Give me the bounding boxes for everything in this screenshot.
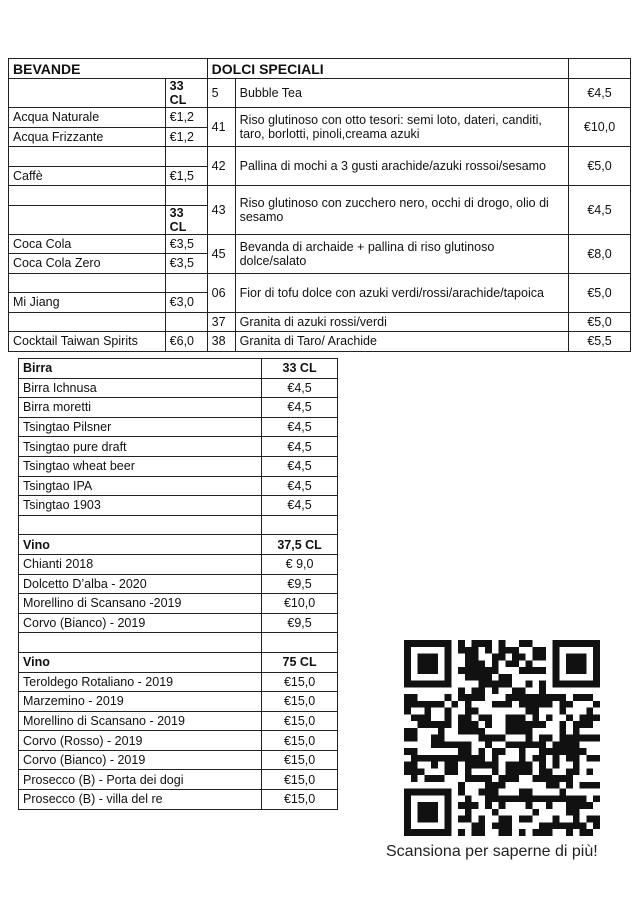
table-row	[19, 652, 338, 672]
bevande-title: BEVANDE	[9, 59, 208, 79]
table-row	[19, 594, 338, 614]
table-row	[9, 312, 631, 332]
item-name: Corvo (Rosso) - 2019	[19, 731, 262, 751]
item-price: €15,0	[262, 711, 338, 731]
table-row	[9, 186, 631, 206]
dolci-title: DOLCI SPECIALI	[207, 59, 568, 79]
item-price: €10,0	[262, 594, 338, 614]
drink-price	[165, 147, 207, 167]
dessert-price: €4,5	[569, 186, 631, 235]
item-price: €15,0	[262, 790, 338, 810]
item-name: Birra	[19, 359, 262, 379]
drink-name	[9, 186, 166, 206]
item-price	[262, 515, 338, 535]
table-row	[19, 535, 338, 555]
item-name: Tsingtao 1903	[19, 496, 262, 516]
item-name: Morellino di Scansano -2019	[19, 594, 262, 614]
dessert-description: Pallina di mochi a 3 gusti arachide/azuki rossoi/sesamo	[235, 147, 568, 186]
dessert-number: 37	[207, 312, 235, 332]
item-name: Prosecco (B) - Porta dei dogi	[19, 770, 262, 790]
item-name: Marzemino - 2019	[19, 692, 262, 712]
table-row	[19, 633, 338, 653]
table-row	[9, 147, 631, 167]
item-price: 75 CL	[262, 652, 338, 672]
table-row	[19, 790, 338, 810]
item-name: Tsingtao pure draft	[19, 437, 262, 457]
drink-price: €3,5	[165, 254, 207, 274]
table-row	[19, 554, 338, 574]
dessert-price: €4,5	[569, 79, 631, 108]
item-name: Teroldego Rotaliano - 2019	[19, 672, 262, 692]
drink-price: 33 CL	[165, 205, 207, 234]
dessert-number: 06	[207, 273, 235, 312]
dessert-description: Granita di Taro/ Arachide	[235, 332, 568, 352]
item-name: Chianti 2018	[19, 554, 262, 574]
item-price: 37,5 CL	[262, 535, 338, 555]
drink-name: Acqua Frizzante	[9, 127, 166, 147]
dessert-price: €8,0	[569, 234, 631, 273]
dessert-number: 42	[207, 147, 235, 186]
dessert-number: 38	[207, 332, 235, 352]
dessert-description: Bevanda di archaide + pallina di riso glutinoso dolce/salato	[235, 234, 568, 273]
item-name: Vino	[19, 535, 262, 555]
table-row	[19, 613, 338, 633]
table-row	[19, 398, 338, 418]
item-name: Corvo (Bianco) - 2019	[19, 613, 262, 633]
item-name	[19, 633, 262, 653]
item-name	[19, 515, 262, 535]
dessert-price: €5,0	[569, 312, 631, 332]
drink-name	[9, 312, 166, 332]
item-price: €4,5	[262, 476, 338, 496]
item-price: €4,5	[262, 496, 338, 516]
item-name: Morellino di Scansano - 2019	[19, 711, 262, 731]
header-row	[9, 59, 631, 79]
dessert-number: 45	[207, 234, 235, 273]
item-price: €9,5	[262, 574, 338, 594]
dessert-number: 5	[207, 79, 235, 108]
drink-name: Cocktail Taiwan Spirits	[9, 332, 166, 352]
drink-name	[9, 205, 166, 234]
item-price: 33 CL	[262, 359, 338, 379]
drink-name: Coca Cola Zero	[9, 254, 166, 274]
dessert-description: Riso glutinoso con zucchero nero, occhi di drogo, olio di sesamo	[235, 186, 568, 235]
table-row	[9, 234, 631, 254]
item-price: €4,5	[262, 398, 338, 418]
drink-price	[165, 186, 207, 206]
dessert-description: Riso glutinoso con otto tesori: semi loto, dateri, canditi, taro, borlotti, pinoli,creama azuki	[235, 108, 568, 147]
qr-caption: Scansiona per saperne di più!	[386, 843, 598, 860]
table-row	[19, 750, 338, 770]
table-row	[19, 476, 338, 496]
item-price: €15,0	[262, 770, 338, 790]
item-name: Tsingtao wheat beer	[19, 456, 262, 476]
table-row	[9, 332, 631, 352]
table-row	[9, 108, 631, 128]
item-price: €15,0	[262, 692, 338, 712]
bevande-dolci-table	[8, 58, 631, 352]
item-name: Birra Ichnusa	[19, 378, 262, 398]
item-name: Prosecco (B) - villa del re	[19, 790, 262, 810]
dessert-price: €5,0	[569, 147, 631, 186]
item-name: Birra moretti	[19, 398, 262, 418]
item-price: €15,0	[262, 750, 338, 770]
table-row	[19, 515, 338, 535]
table-row	[19, 692, 338, 712]
item-name: Vino	[19, 652, 262, 672]
dessert-number: 43	[207, 186, 235, 235]
dessert-description: Fior di tofu dolce con azuki verdi/rossi/arachide/tapoica	[235, 273, 568, 312]
dessert-number: 41	[207, 108, 235, 147]
drink-name	[9, 273, 166, 293]
item-name: Corvo (Bianco) - 2019	[19, 750, 262, 770]
drink-name	[9, 147, 166, 167]
table-row	[19, 378, 338, 398]
table-row	[19, 672, 338, 692]
item-price: € 9,0	[262, 554, 338, 574]
drink-name: Caffè	[9, 166, 166, 186]
table-row	[9, 79, 631, 108]
item-price: €9,5	[262, 613, 338, 633]
dessert-description: Bubble Tea	[235, 79, 568, 108]
item-price: €4,5	[262, 417, 338, 437]
table-row	[19, 437, 338, 457]
item-name: Dolcetto D’alba - 2020	[19, 574, 262, 594]
drink-name	[9, 79, 166, 108]
table-row	[19, 574, 338, 594]
table-row	[19, 770, 338, 790]
drink-price: €6,0	[165, 332, 207, 352]
dessert-price: €5,0	[569, 273, 631, 312]
table-row	[19, 496, 338, 516]
empty-cell	[569, 59, 631, 79]
drink-price: €1,2	[165, 127, 207, 147]
item-name: Tsingtao IPA	[19, 476, 262, 496]
qr-code[interactable]	[400, 640, 604, 836]
table-row	[19, 359, 338, 379]
table-row	[19, 711, 338, 731]
drink-price: €1,2	[165, 108, 207, 128]
table-row	[9, 273, 631, 293]
dessert-description: Granita di azuki rossi/verdi	[235, 312, 568, 332]
dessert-price: €5,5	[569, 332, 631, 352]
item-price: €4,5	[262, 456, 338, 476]
item-price: €4,5	[262, 378, 338, 398]
item-price: €4,5	[262, 437, 338, 457]
drink-name: Mi Jiang	[9, 293, 166, 313]
table-row	[19, 417, 338, 437]
table-row	[19, 731, 338, 751]
item-price	[262, 633, 338, 653]
table-row	[19, 456, 338, 476]
item-price: €15,0	[262, 672, 338, 692]
drink-price	[165, 312, 207, 332]
drink-price: 33 CL	[165, 79, 207, 108]
item-name: Tsingtao Pilsner	[19, 417, 262, 437]
drink-price: €3,0	[165, 293, 207, 313]
drink-price	[165, 273, 207, 293]
drink-price: €1,5	[165, 166, 207, 186]
drink-name: Acqua Naturale	[9, 108, 166, 128]
drink-price: €3,5	[165, 234, 207, 254]
item-price: €15,0	[262, 731, 338, 751]
drink-name: Coca Cola	[9, 234, 166, 254]
drinks-table	[18, 358, 338, 810]
dessert-price: €10,0	[569, 108, 631, 147]
